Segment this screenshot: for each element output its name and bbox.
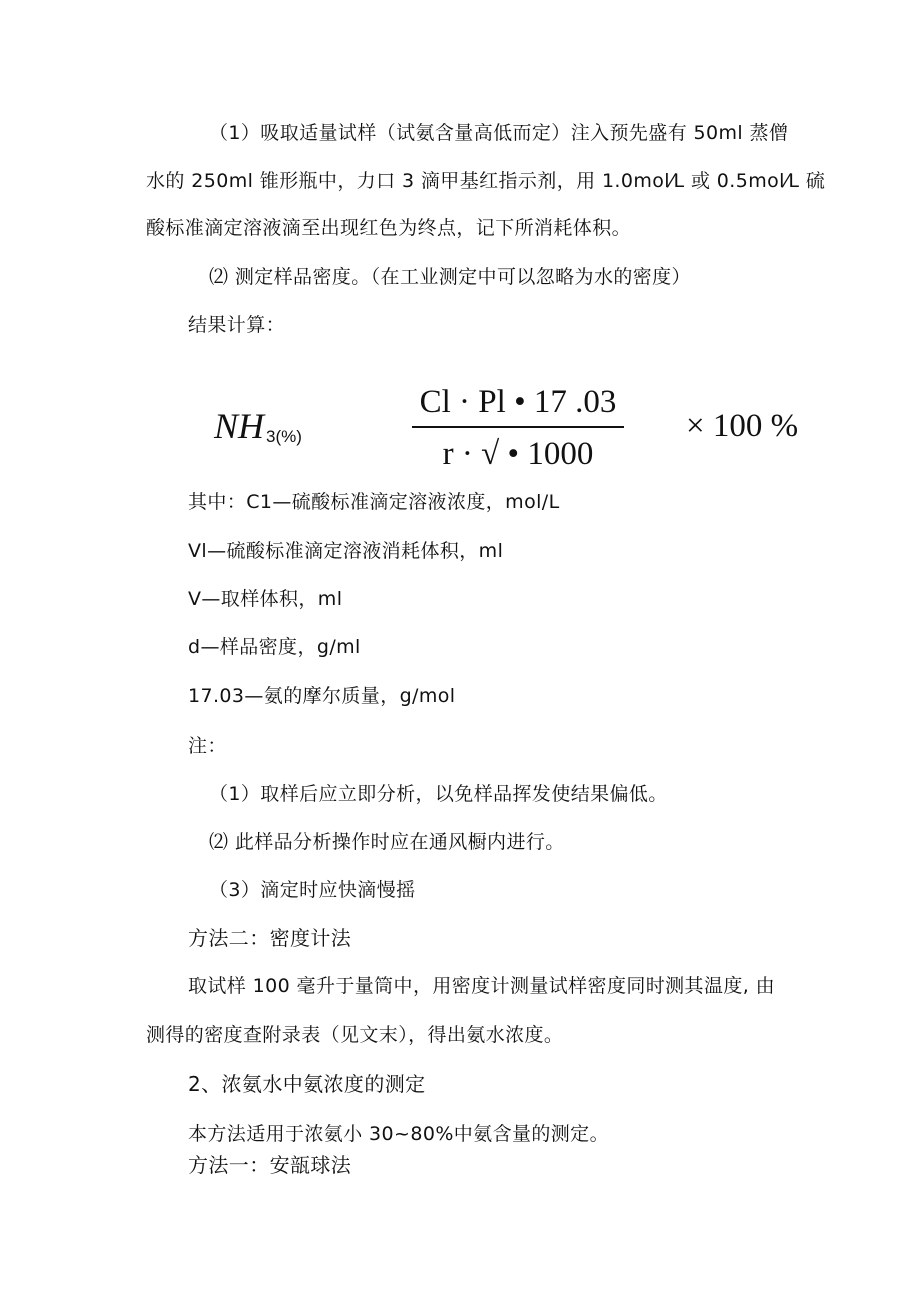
note-1: （1）取样后应立即分析，以免样品挥发使结果偏低。 — [209, 783, 668, 805]
definition-c1: 其中：C1—硫酸标准滴定溶液浓度，mol/L — [188, 491, 560, 513]
method2-title: 方法二：密度计法 — [188, 926, 352, 950]
definition-molar-mass: 17.03—氨的摩尔质量，g/mol — [188, 685, 456, 707]
formula-fraction — [412, 382, 624, 474]
formula-lhs-subscript: 3(%) — [266, 427, 302, 446]
note-3: （3）滴定时应快滴慢摇 — [209, 879, 416, 901]
notes-label: 注： — [188, 735, 227, 757]
formula-denominator: r · √ • 1000 — [442, 436, 594, 472]
step1-line2: 水的 250ml 锥形瓶中，力口 3 滴甲基红指示剂，用 1.0mol⁄L 或 0.5mol⁄L 硫 — [146, 170, 826, 192]
method2-body-line2: 测得的密度查附录表（见文末），得出氨水浓度。 — [146, 1024, 564, 1046]
section2-scope: 本方法适用于浓氨小 30~80%中氨含量的测定。 — [188, 1123, 609, 1145]
definition-d: d—样品密度，g/ml — [188, 636, 361, 658]
definition-vl: Vl—硫酸标准滴定溶液消耗体积，ml — [188, 540, 504, 562]
formula-multiplier: × 100 % — [686, 408, 799, 444]
section2-title: 2、浓氨水中氨浓度的测定 — [188, 1072, 426, 1096]
method1-title: 方法一：安瓿球法 — [188, 1153, 352, 1177]
method2-body-line1: 取试样 100 毫升于量筒中，用密度计测量试样密度同时测其温度, 由 — [188, 975, 776, 997]
step1-line1: （1）吸取适量试样（试氨含量高低而定）注入预先盛有 50ml 蒸僧 — [209, 122, 789, 144]
formula-numerator: Cl · Pl • 17 .03 — [412, 382, 624, 428]
definition-v: V—取样体积，ml — [188, 588, 343, 610]
step1-line3: 酸标准滴定溶液滴至出现红色为终点，记下所消耗体积。 — [146, 217, 632, 239]
formula-lhs — [214, 406, 302, 457]
formula-lhs-symbol: NH — [214, 406, 265, 446]
note-2: ⑵ 此样品分析操作时应在通风橱内进行。 — [209, 831, 565, 853]
step2-text: ⑵ 测定样品密度。（在工业测定中可以忽略为水的密度） — [209, 266, 691, 288]
result-label: 结果计算： — [188, 314, 286, 336]
formula — [0, 380, 920, 480]
